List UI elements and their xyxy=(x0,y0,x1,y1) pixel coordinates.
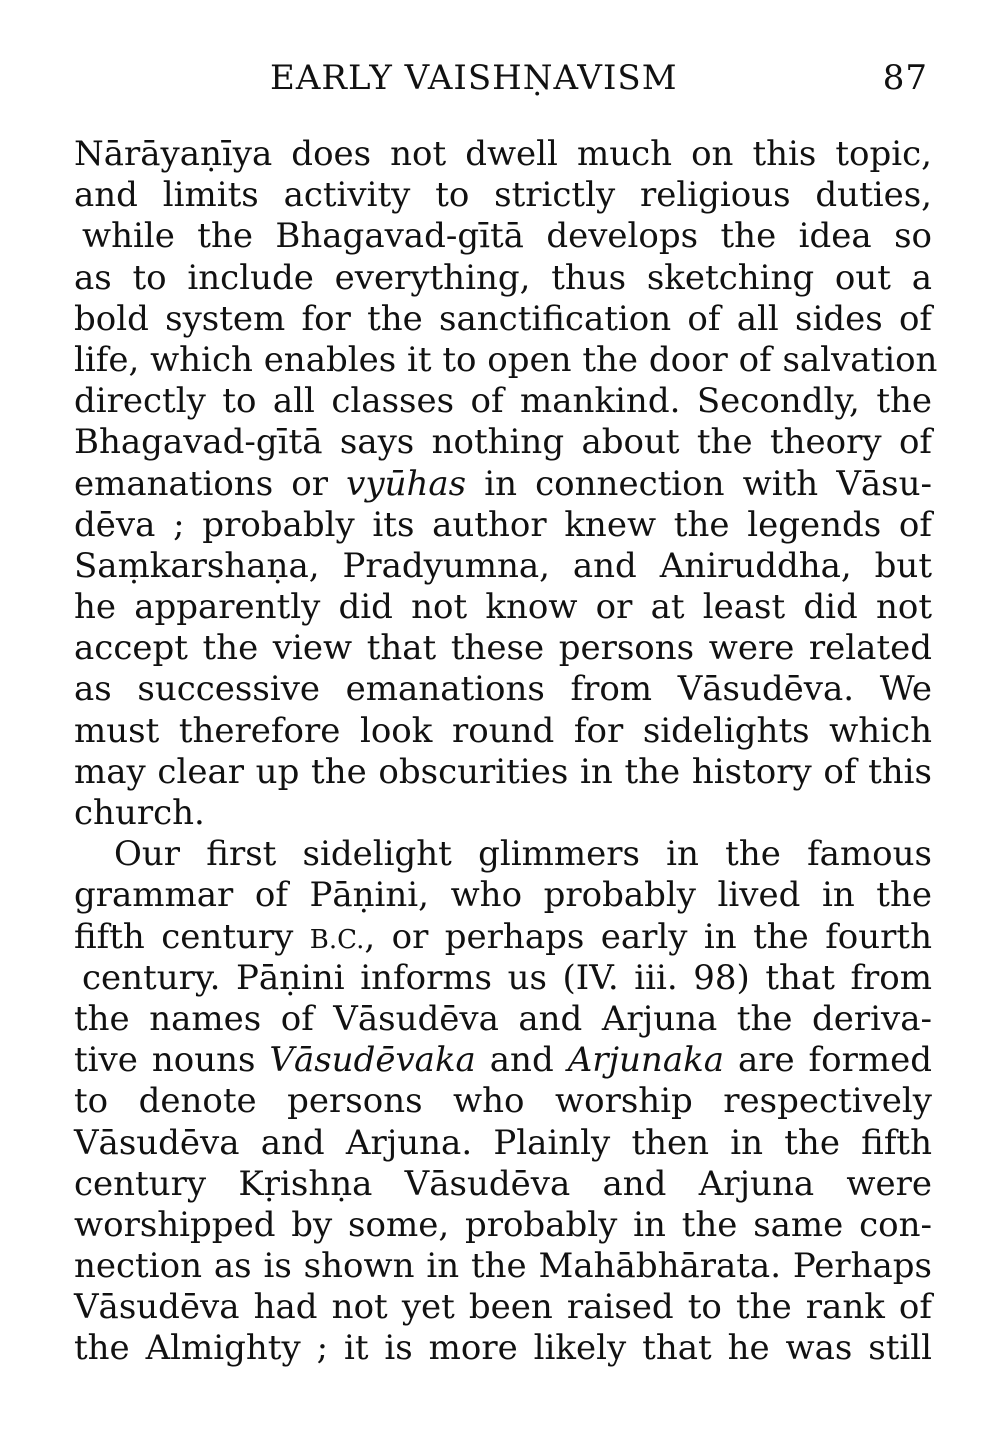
text-line: grammar of Pāṇini, who probably lived in the xyxy=(74,875,932,916)
running-title: EARLY VAISHṆAVISM xyxy=(270,58,678,98)
text-line: may clear up the obscurities in the history of this xyxy=(74,751,932,792)
text-segment: are formed xyxy=(723,1040,932,1081)
text-line: Bhagavad-gītā says nothing about the theory of xyxy=(74,422,932,463)
text-line: accept the view that these persons were related xyxy=(74,628,932,669)
small-caps-abbrev: B.C. xyxy=(309,924,365,955)
text-line: as to include everything, thus sketching out a xyxy=(74,257,932,298)
text-line: bold system for the sanctification of all sides of xyxy=(74,298,932,339)
text-line: century Kṛishṇa Vāsudēva and Arjuna were xyxy=(74,1163,932,1204)
text-line: must therefore look round for sidelights which xyxy=(74,710,932,751)
italic-term: vyūhas xyxy=(346,463,467,504)
text-line xyxy=(74,917,932,958)
text-line xyxy=(74,464,932,505)
text-line: century. Pāṇini informs us (IV. iii. 98) that from xyxy=(82,957,932,998)
text-line: Vāsudēva had not yet been raised to the rank of xyxy=(74,1287,932,1328)
text-line: directly to all classes of mankind. Secondly, the xyxy=(74,381,932,422)
body-text xyxy=(74,134,938,1370)
text-line: Vāsudēva and Arjuna. Plainly then in the fifth xyxy=(74,1122,932,1163)
italic-term: Arjunaka xyxy=(567,1040,724,1081)
text-line: the Almighty ; it is more likely that he was still xyxy=(74,1328,932,1369)
text-line: life, which enables it to open the door of salvation xyxy=(74,339,938,380)
text-line: the names of Vāsudēva and Arjuna the deriva- xyxy=(74,998,932,1039)
text-segment: , or perhaps early in the fourth xyxy=(364,916,932,957)
running-header xyxy=(270,58,950,108)
text-line: he apparently did not know or at least did not xyxy=(74,587,932,628)
text-segment: emanations or xyxy=(74,463,347,504)
text-line: as successive emanations from Vāsudēva. We xyxy=(74,669,932,710)
text-line: Saṃkarshaṇa, Pradyumna, and Aniruddha, but xyxy=(74,545,932,586)
text-segment: in connection with Vāsu- xyxy=(466,463,932,504)
text-line: and limits activity to strictly religious duties, xyxy=(74,175,932,216)
italic-term: Vāsudēvaka xyxy=(269,1040,476,1081)
page-number: 87 xyxy=(882,58,928,98)
text-segment: fifth century xyxy=(74,916,310,957)
text-line: Nārāyaṇīya does not dwell much on this topic, xyxy=(74,134,932,174)
text-line: church. xyxy=(74,793,205,833)
text-line: dēva ; probably its author knew the legends of xyxy=(74,504,932,545)
text-line: while the Bhagavad-gītā develops the idea so xyxy=(82,216,932,257)
text-segment: and xyxy=(475,1040,568,1081)
text-line: Our first sidelight glimmers in the famous xyxy=(114,834,932,875)
text-line: to denote persons who worship respectively xyxy=(74,1081,932,1122)
text-segment: tive nouns xyxy=(74,1040,270,1081)
text-line: worshipped by some, probably in the same con- xyxy=(74,1204,932,1245)
text-line: nection as is shown in the Mahābhārata. Perhaps xyxy=(74,1246,932,1287)
text-line xyxy=(74,1040,932,1081)
